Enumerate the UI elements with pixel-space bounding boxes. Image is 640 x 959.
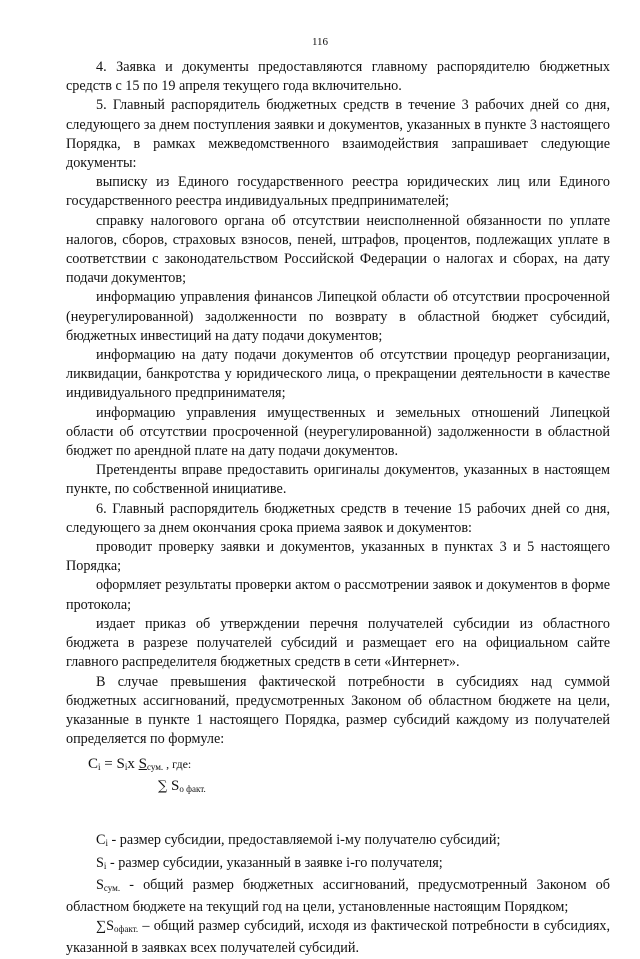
formula-s-sub: i	[124, 762, 128, 773]
formula-num-sub: сум.	[146, 762, 164, 773]
definition-symbol: S	[96, 876, 104, 893]
definition-item	[66, 854, 610, 876]
definition-item	[66, 876, 610, 917]
definition-sub: i	[103, 860, 107, 871]
definition-symbol: ∑S	[96, 918, 115, 935]
formula-eq: = S	[100, 756, 125, 773]
subsidy-formula	[66, 755, 610, 807]
formula-c-sub: i	[98, 762, 101, 773]
paragraph: проводит проверку заявки и документов, указанных в пунктах 3 и 5 настоящего Порядка;	[66, 539, 610, 575]
definition-text: – общий размер субсидий, исходя из фактической потребности в субсидиях, указанной в заявках всех получателей субсидий.	[66, 918, 610, 957]
paragraph: 6. Главный распорядитель бюджетных средств в течение 15 рабочих дней со дня, следующего за днем окончания срока приема заявок и документов:	[66, 500, 610, 536]
definition-sub: oфакт.	[114, 924, 139, 935]
definition-symbol: C	[96, 832, 106, 849]
formula-times: x	[127, 756, 139, 773]
definition-symbol: S	[96, 854, 104, 871]
document-body	[66, 58, 610, 959]
formula-where: , где:	[163, 757, 192, 772]
paragraph: информацию управления имущественных и земельных отношений Липецкой области об отсутствии просроченной (неурегулированной) задолженности в областной бюджет по арендной плате на дату подачи документов.	[66, 404, 610, 460]
paragraph: оформляет результаты проверки актом о рассмотрении заявок и документов в форме протокола;	[66, 577, 610, 613]
paragraph: выписку из Единого государственного реестра юридических лиц или Единого государственного реестра индивидуальных предпринимателей;	[66, 174, 610, 210]
paragraph: издает приказ об утверждении перечня получателей субсидии из областного бюджета в разрезе получателей субсидий и размещает его на официальном сайте главного распределителя бюджетных средств в сети «Интернет».	[66, 615, 610, 671]
formula-den: S	[167, 778, 180, 795]
formula-numerator-line	[88, 755, 191, 777]
paragraph: Претенденты вправе предоставить оригиналы документов, указанных в настоящем пункте, по собственной инициативе.	[66, 462, 610, 498]
sum-symbol: ∑	[158, 779, 168, 795]
definition-item	[66, 831, 610, 853]
definition-sub: сум.	[103, 882, 121, 893]
formula-denominator	[158, 777, 206, 799]
paragraph: В случае превышения фактической потребности в субсидиях над суммой бюджетных ассигнований, предусмотренных Законом об областном бюджете на цели, указанные в пункте 1 настоящего Порядка, размер субсидий каждому из получателей определяется по формуле:	[66, 673, 610, 748]
definition-sub: i	[105, 838, 108, 849]
formula-den-sub: o факт.	[179, 784, 206, 795]
formula-numerator	[139, 756, 164, 772]
definition-item	[66, 917, 610, 958]
definition-text: - размер субсидии, указанный в заявке i-го получателя;	[106, 854, 443, 871]
page-number: 116	[311, 36, 329, 48]
paragraph: справку налогового органа об отсутствии неисполненной обязанности по уплате налогов, сборов, страховых взносов, пеней, штрафов, процентов, подлежащих уплате в соответствии с законодательством Российской Федерации о налогах и сборах, на дату подачи документов;	[66, 212, 610, 287]
paragraph: 4. Заявка и документы предоставляются главному распорядителю бюджетных средств с 15 по 19 апреля текущего года включительно.	[66, 59, 610, 95]
paragraph: информацию на дату подачи документов об отсутствии процедур реорганизации, ликвидации, банкротства у юридического лица, о прекращении деятельности в качестве индивидуального предпринимателя;	[66, 347, 610, 402]
formula-num: S	[138, 756, 147, 773]
formula-c: C	[88, 756, 99, 773]
definition-text: - общий размер бюджетных ассигнований, предусмотренный Законом об областном бюджете на текущий год на цели, установленные настоящим Порядком;	[66, 876, 610, 915]
paragraph: 5. Главный распорядитель бюджетных средств в течение 3 рабочих дней со дня, следующего за днем поступления заявки и документов, указанных в пункте 3 настоящего Порядка, в рамках межведомственного взаимодействия запрашивает следующие документы:	[66, 97, 610, 172]
paragraph: информацию управления финансов Липецкой области об отсутствии просроченной (неурегулированной) задолженности по возврату в областной бюджет субсидий, бюджетных инвестиций на дату подачи документов;	[66, 289, 610, 344]
definition-text: - размер субсидии, предоставляемой i-му получателю субсидий;	[107, 832, 501, 849]
